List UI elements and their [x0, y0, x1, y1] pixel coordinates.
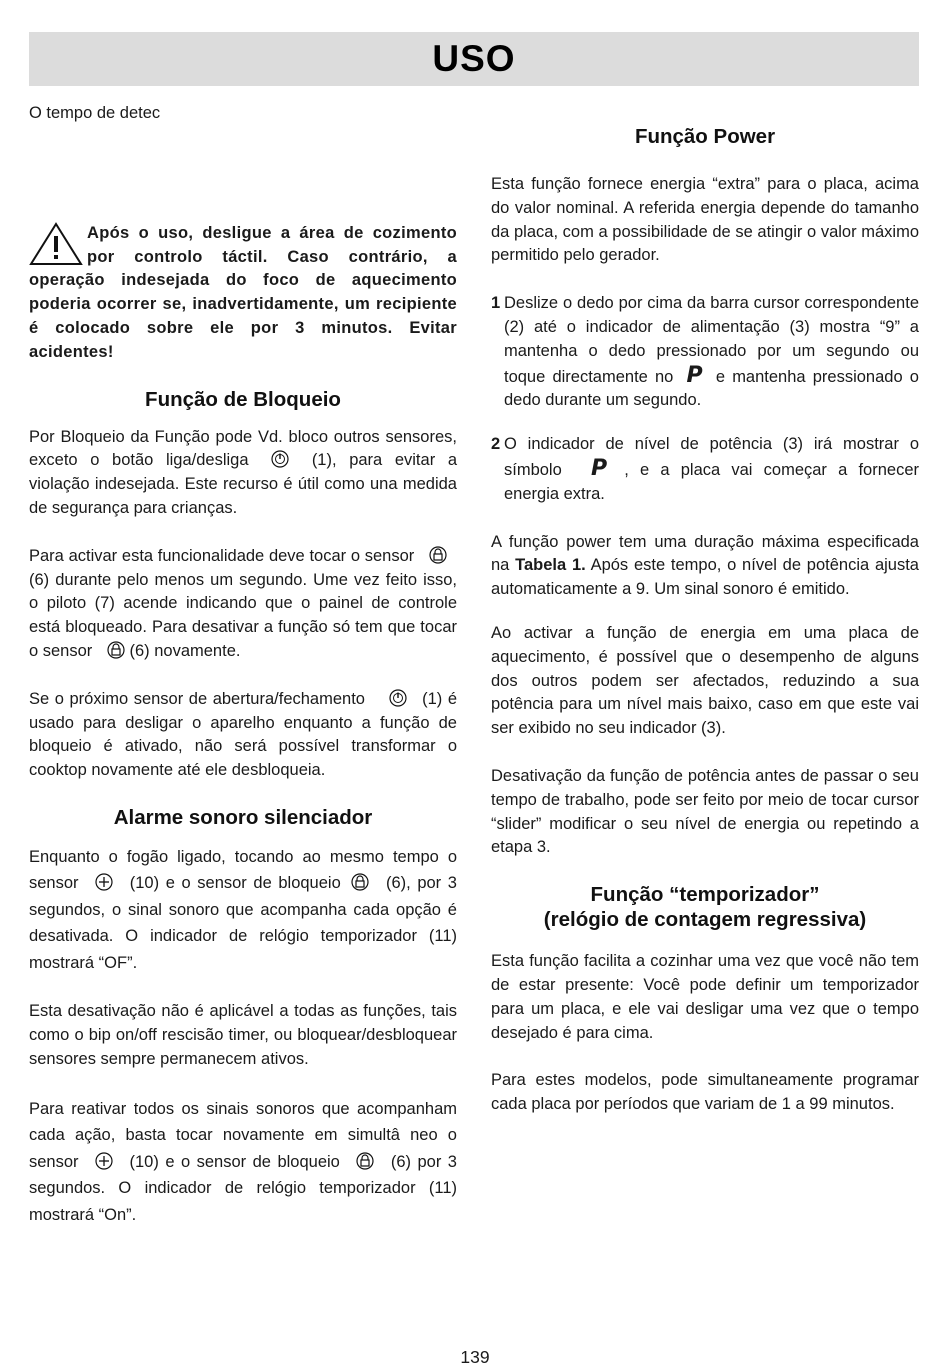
power-paragraph-1: Esta função fornece energia “extra” para o placa, acima do valor nominal. A referida energia depende do tamanho da placa, com a possibilidade de se atingir o valor máximo permitido pelo gerador.	[491, 175, 919, 265]
lock-icon	[356, 1152, 374, 1170]
page-header	[29, 32, 919, 86]
power-paragraph-4: Desativação da função de potência antes de passar o seu tempo de trabalho, pode ser feito por meio de tocar cursor “slider” modificar o seu nível de energia ou repetindo a etapa 3.	[491, 766, 919, 857]
power-step-1: 1 Deslize o dedo por cima da barra cursor correspondente (2) até o indicador de alimentação (3) mostra “9” a mantenha o dedo pressionado por um segundo ou toque directamente no P e mantenha pressionado o dedo durante um segundo.	[491, 294, 919, 410]
alarme-paragraph-2: Esta desativação não é aplicável a todas as funções, tais como o bip on/off rescisão timer, ou bloquear/desbloquear sensores sempre permanecem ativos.	[29, 1002, 457, 1069]
lock-icon	[351, 873, 369, 891]
timer-paragraph-2: Para estes modelos, pode simultaneamente programar cada placa por períodos que variam de 1 a 99 minutos.	[491, 1071, 919, 1114]
power-heading: Função Power	[634, 125, 776, 148]
bloqueio-paragraph-1: Por Bloqueio da Função pode Vd. bloco outros sensores, exceto o botão liga/desliga (1), para evitar a violação indesejada. Este recurso é útil como una medida de segurança para crianças.	[29, 427, 457, 517]
page-number: 139	[460, 1347, 490, 1367]
warning-paragraph	[29, 222, 457, 365]
power-p-symbol: P	[590, 455, 608, 481]
text-fragment: O tempo de detec	[29, 104, 161, 122]
timer-heading-line-2: (relógio de contagem regressiva)	[543, 908, 867, 932]
lock-icon	[107, 641, 125, 659]
bloqueio-paragraph-2: Para activar esta funcionalidade deve tocar o sensor (6) durante pelo menos um segundo. Ume vez feito isso, o piloto (7) acende indicando que o painel de controle está bloqueado. Para desativar a função só tem que tocar o sensor (6) novamente.	[29, 546, 457, 660]
left-column	[29, 98, 457, 1228]
page-title: USO	[432, 38, 516, 79]
right-column	[491, 98, 919, 1117]
alarme-paragraph-1: Enquanto o fogão ligado, tocando ao mesmo tempo o sensor (10) e o sensor de bloqueio (6), por 3 segundos, o sinal sonoro que acompanha cada opção é desativada. O indicador de relógio temporizador (11) mostrará “OF”.	[29, 847, 457, 972]
plus-icon	[95, 1152, 113, 1170]
power-icon	[271, 450, 289, 468]
lock-icon	[429, 546, 447, 564]
timer-heading-line-1: Função “temporizador”	[590, 883, 820, 907]
alarme-heading: Alarme sonoro silenciador	[113, 805, 373, 829]
power-paragraph-2: A função power tem uma duração máxima especificada na Tabela 1. Após este tempo, o nível de potência ajusta automaticamente a 9. Um sinal sonoro é emitido.	[491, 532, 919, 599]
warning-triangle-icon	[29, 222, 83, 266]
power-icon	[389, 689, 407, 707]
alarme-paragraph-3: Para reativar todos os sinais sonoros que acompanham cada ação, basta tocar novamente em simultâ neo o sensor (10) e o sensor de bloqueio (6) por 3 segundos. O indicador de relógio temporizador (11) mostrará “On”.	[29, 1099, 457, 1224]
power-step-2: 2 O indicador de nível de potência (3) irá mostrar o símbolo P , e a placa vai começar a fornecer energia extra.	[491, 435, 919, 503]
bloqueio-paragraph-3: Se o próximo sensor de abertura/fechamento (1) é usado para desligar o aparelho enquanto a função de bloqueio é ativado, não será possível transformar o cooktop novamente até ele desbloqueia.	[29, 689, 457, 780]
timer-paragraph-1: Esta função facilita a cozinhar uma vez que você não tem de estar presente: Você pode definir um temporizador para um placa, e ele vai desligar uma vez que o tempo desejado é para cima.	[491, 952, 919, 1042]
warning-text: Após o uso, desligue a área de cozimento por controlo táctil. Caso contrário, a operação indesejada do foco de aquecimento poderia ocorrer se, inadvertidamente, um recipiente é colocado sobre ele por 3 minutos. Evitar acidentes!	[29, 223, 457, 361]
power-p-symbol: P	[686, 362, 703, 388]
power-paragraph-3: Ao activar a função de energia em uma placa de aquecimento, é possível que o desempenho de alguns dos outros podem ser afectados, reduzindo a sua potência para um nível mais baixo, caso em que este vai ser exibido no seu indicador (3).	[491, 623, 919, 738]
bloqueio-heading: Função de Bloqueio	[145, 387, 341, 411]
plus-icon	[95, 873, 113, 891]
